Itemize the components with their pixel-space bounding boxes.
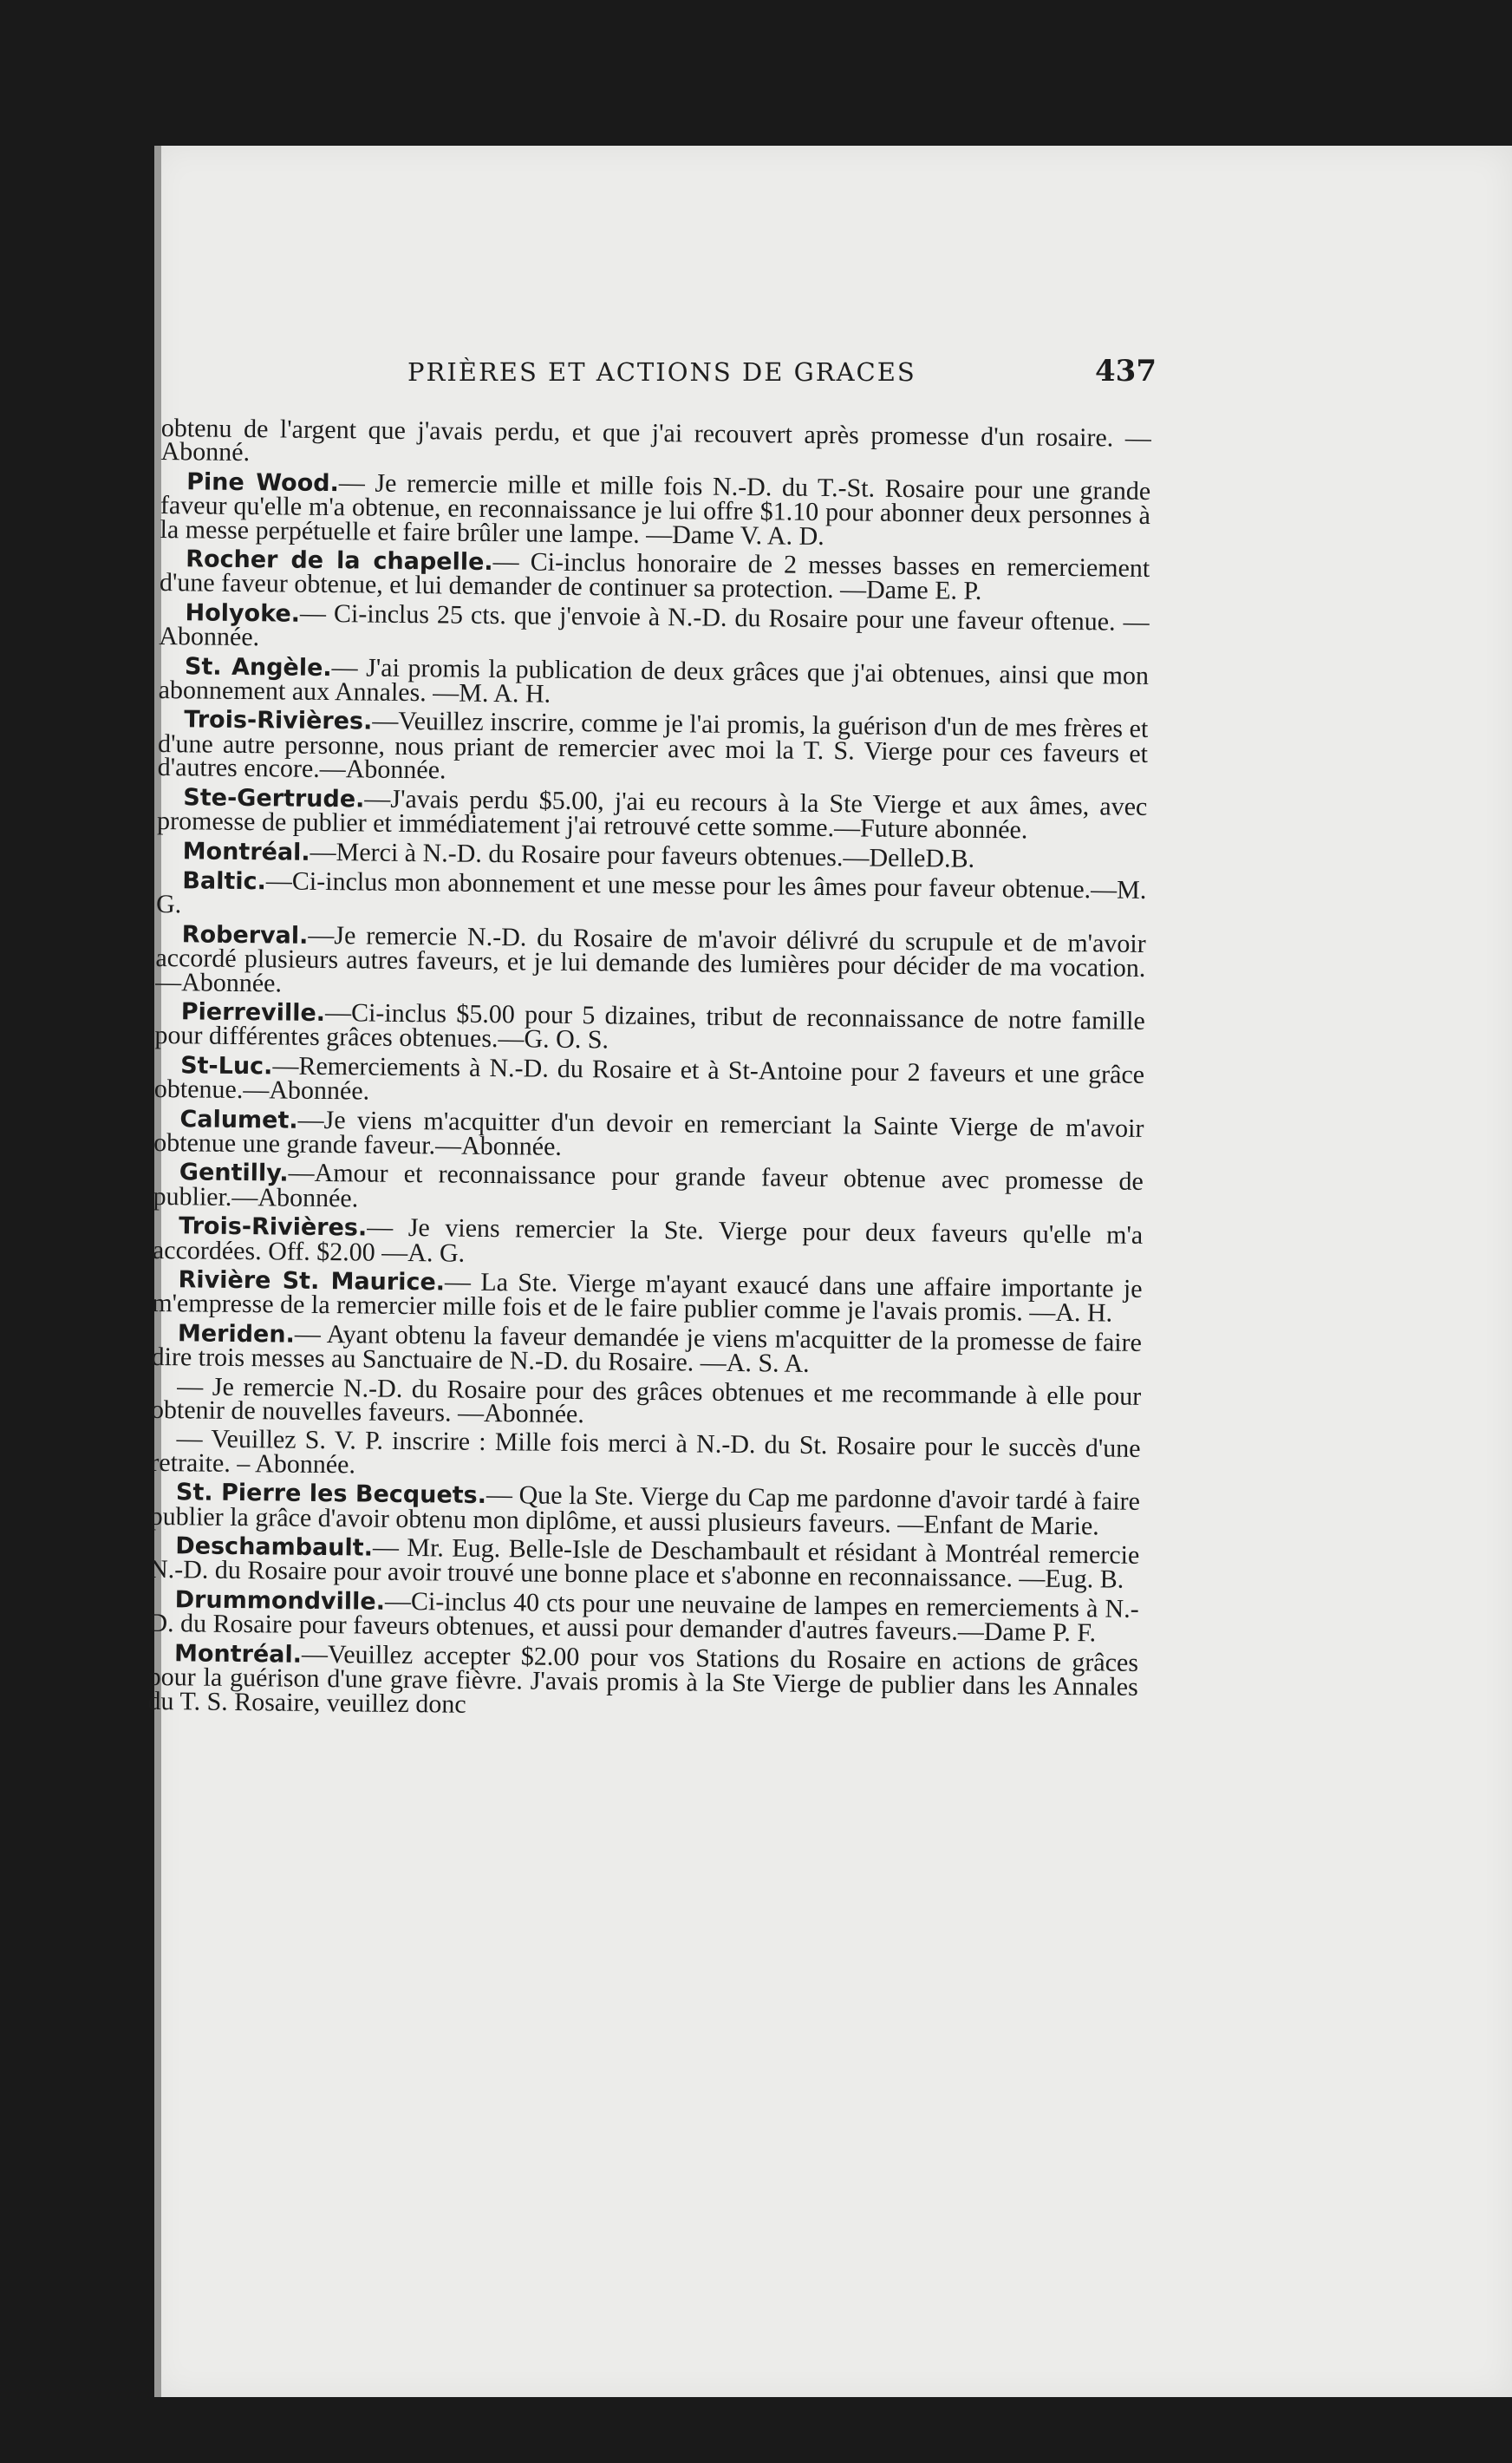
paragraph <box>160 469 1150 552</box>
place-name: Pierreville. <box>180 998 326 1027</box>
place-name: St-Luc. <box>180 1052 273 1081</box>
entry-text: —J'avais perdu $5.00, j'ai eu recours à la Ste Vierge et aux âmes, avec promesse de publier et immédiatement j'ai retrouvé cette somme.—Future abonnée. <box>156 784 1148 845</box>
entry-text: — Je remercie N.-D. du Rosaire pour des grâces obtenues et me recommande à elle pour obtenir de nouvelles faveurs. —Abonnée. <box>150 1371 1142 1429</box>
paragraph <box>160 546 1150 605</box>
paragraph <box>150 1371 1142 1433</box>
place-name: Trois-Rivières. <box>179 1212 368 1242</box>
place-name: Calumet. <box>179 1105 298 1134</box>
entry-text: — Mr. Eug. Belle-Isle de Deschambault et résidant à Montréal remercie N.-D. du Rosaire pour avoir trouvé une bonne place et s'abonne en reconnaissance. —Eug. B. <box>148 1532 1140 1595</box>
entry-text: —Ci-inclus 40 cts pour une neuvaine de lampes en remerciements à N.-D. du Rosaire pour faveurs obtenues, et aussi pour demander d'autres faveurs.—Dame P. F. <box>148 1586 1139 1648</box>
place-name: Pine Wood. <box>186 468 339 497</box>
entry-text: —Je remercie N.-D. du Rosaire de m'avoir délivré du scrupule et de m'avoir accordé plusieurs autres faveurs, et je lui demande des lumières pour décider de ma vocation.—Abonnée. <box>154 920 1146 998</box>
page-header <box>407 354 1157 397</box>
place-name: Trois-Rivières. <box>184 706 373 736</box>
paragraph <box>157 785 1148 844</box>
place-name: Rivière St. Maurice. <box>178 1266 446 1297</box>
entry-text: —Je viens m'acquitter d'un devoir en remerciant la Sainte Vierge de m'avoir obtenue une grande faveur.—Abonnée. <box>153 1105 1144 1161</box>
paragraph <box>154 1053 1145 1112</box>
entry-text: —Ci-inclus mon abonnement et une messe pour les âmes pour faveur obtenue.—M. G. <box>155 866 1147 919</box>
place-name: Ste-Gertrude. <box>183 783 365 813</box>
place-name: St. Angèle. <box>184 652 332 682</box>
paragraph <box>159 600 1150 659</box>
entry-text: —Merci à N.-D. du Rosaire pour faveurs obtenues.—DelleD.B. <box>310 837 975 873</box>
entry-text: — La Ste. Vierge m'ayant exaucé dans une affaire importante je m'empresse de la remercier mille fois et de le faire publier comme je l'avais promis. —A. H. <box>152 1267 1143 1328</box>
entry-text: — Ayant obtenu la faveur demandée je viens m'acquitter de la promesse de faire dire trois messes au Sanctuaire de N.-D. du Rosaire. —A. S. A. <box>151 1319 1143 1379</box>
paragraph <box>160 416 1151 474</box>
entry-text: — Que la Ste. Vierge du Cap me pardonne d'avoir tardé à faire publier la grâce d'avoir obtenu mon diplôme, et aussi plusieurs faveurs. —Enfant de Marie. <box>149 1480 1141 1541</box>
paragraph <box>158 707 1149 789</box>
paragraph <box>159 654 1150 713</box>
page-number: 437 <box>1095 354 1157 389</box>
place-name: Gentilly. <box>179 1159 289 1187</box>
place-name: St. Pierre les Becquets. <box>175 1479 487 1510</box>
place-name: Montréal. <box>173 1639 303 1669</box>
entry-text: — Je viens remercier la Ste. Vierge pour deux faveurs qu'elle m'a accordées. Off. $2.00 —A. G. <box>152 1212 1144 1268</box>
entry-text: obtenu de l'argent que j'avais perdu, et que j'ai recouvert après promesse d'un rosaire. —Abonné. <box>160 414 1151 467</box>
paragraph <box>153 1160 1144 1218</box>
entry-text: — Ci-inclus 25 cts. que j'envoie à N.-D. du Rosaire pour une faveur oftenue. —Abonnée. <box>159 598 1150 652</box>
paragraph <box>152 1267 1143 1326</box>
paragraph <box>150 1480 1141 1539</box>
entry-text: —Remerciements à N.-D. du Rosaire et à St-Antoine pour 2 faveurs et une grâce obtenue.—Abonnée. <box>153 1051 1145 1106</box>
entry-text: — Ci-inclus honoraire de 2 messes basses en remerciement d'une faveur obtenue, et lui demander de continuer sa protection. —Dame E. P. <box>159 547 1150 606</box>
place-name: Deschambault. <box>175 1532 374 1562</box>
paragraph <box>156 868 1147 927</box>
paragraph <box>153 1213 1144 1272</box>
place-name: Roberval. <box>181 921 309 950</box>
place-name: Baltic. <box>182 867 267 896</box>
entry-text: —Ci-inclus $5.00 pour 5 dizaines, tribut de reconnaissance de notre famille pour différentes grâces obtenues.—G. O. S. <box>154 997 1145 1055</box>
entry-text: — J'ai promis la publication de deux grâces que j'ai obtenues, ainsi que mon abonnement aux Annales. —M. A. H. <box>158 652 1150 709</box>
paragraph <box>148 1532 1140 1595</box>
place-name: Drummondville. <box>174 1586 386 1616</box>
paragraph <box>151 1321 1142 1380</box>
entry-text: — Veuillez S. V. P. inscrire : Mille fois merci à N.-D. du St. Rosaire pour le succès d'une retraite. – Abonnée. <box>150 1424 1141 1480</box>
paragraph <box>153 1107 1144 1166</box>
paragraph <box>154 999 1145 1058</box>
place-name: Rocher de la chapelle. <box>186 546 493 577</box>
running-title: PRIÈRES ET ACTIONS DE GRACES <box>407 357 916 387</box>
paragraph <box>147 1641 1138 1723</box>
entry-text: —Amour et reconnaissance pour grande faveur obtenue avec promesse de publier.—Abonnée. <box>153 1158 1144 1213</box>
entry-text: —Veuillez inscrire, comme je l'ai promis, la guérison d'un de mes frères et d'une autre personne, nous priant de remercier avec moi la T. S. Vierge pour ces faveurs et d'autres encore.—Abonnée. <box>157 707 1149 785</box>
paragraph <box>150 1424 1141 1485</box>
place-name: Meriden. <box>177 1320 295 1349</box>
place-name: Holyoke. <box>185 599 301 628</box>
page-body <box>147 416 1151 1728</box>
entry-text: — Je remercie mille et mille fois N.-D. du T.-St. Rosaire pour une grande faveur qu'elle m'a obtenue, en reconnaissance je lui offre $1.10 pour abonner deux personnes à la messe perpétuelle et faire brûler une lampe. —Dame V. A. D. <box>160 467 1151 551</box>
paragraph <box>148 1587 1139 1646</box>
place-name: Montréal. <box>182 837 310 866</box>
entry-text: —Veuillez accepter $2.00 pour vos Stations du Rosaire en actions de grâces pour la guérison d'une grave fièvre. J'avais promis à la Ste Vierge de publier dans les Annales du T. S. Rosaire, veuillez donc <box>147 1639 1139 1719</box>
paragraph <box>155 922 1146 1004</box>
